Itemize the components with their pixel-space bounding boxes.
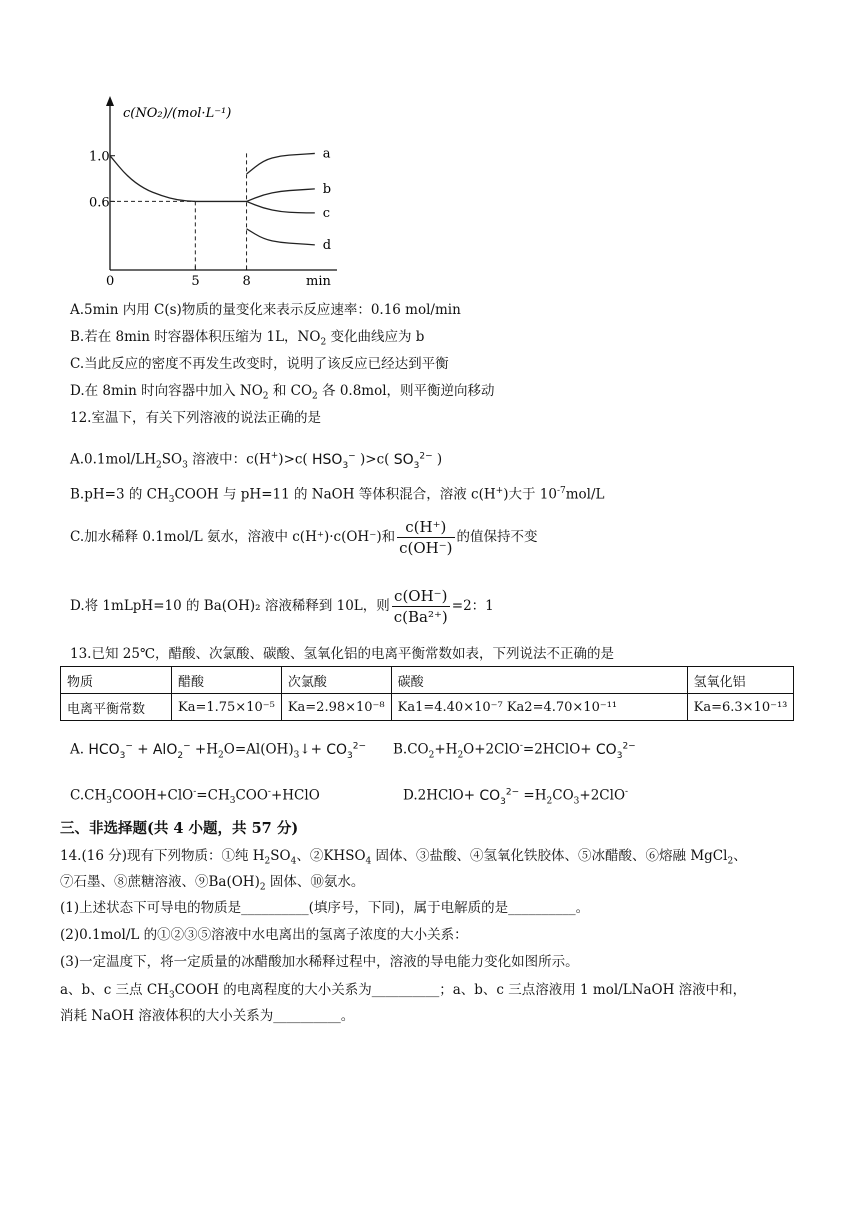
q14-part3-question: a、b、c 三点 $CH_3COOH$ 的电离程度的大小关系为__________；a、b、c 三点溶液用 1 mol/LNaOH 溶液中和， — [60, 982, 747, 1001]
curve-label-a: a — [322, 146, 331, 162]
curve-d — [247, 229, 315, 245]
q12-d-fraction — [392, 586, 450, 627]
q11-option-c: C.当此反应的密度不再发生改变时，说明了该反应已经达到平衡 — [70, 356, 449, 372]
q12-c-text-end: 的值保持不变 — [456, 529, 538, 545]
q11-option-b: B.若在 8min 时容器体积压缩为 1L，$NO_2$ 变化曲线应为 b — [70, 329, 425, 348]
curve-label-b: b — [322, 181, 332, 197]
y-axis-label: c(NO₂)/(mol·L⁻¹) — [123, 106, 232, 121]
q12-option-d — [70, 586, 494, 627]
table-row — [61, 667, 794, 694]
x-tick-label: 5 — [191, 274, 200, 289]
q14-part3: (3)一定温度下，将一定质量的冰醋酸加水稀释过程中，溶液的导电能力变化如图所示。 — [60, 954, 579, 970]
table-cell: Ka=6.3×10⁻¹³ — [687, 694, 794, 721]
q13-option-c: $C.CH_3COOH+ClO^-=CH_3COO^-+HClO$ — [70, 787, 320, 807]
q14-part1: (1)上述状态下可导电的物质是__________(填序号，下同)，属于电解质的是__________。 — [60, 900, 590, 916]
curve-b — [247, 189, 315, 202]
table-header-cell: 次氯酸 — [281, 667, 391, 694]
table-header-cell: 碳酸 — [391, 667, 687, 694]
x-tick-label: 0 — [106, 274, 115, 289]
table-cell: Ka=1.75×10⁻⁵ — [172, 694, 282, 721]
q12-c-fraction — [397, 517, 454, 558]
table-header-cell: 醋酸 — [172, 667, 282, 694]
q12-c-text: C.加水稀释 0.1mol/L 氨水，溶液中 c(H⁺)·c(OH⁻)和 — [70, 529, 396, 545]
q12-option-b: B.pH=3 的 $CH_3COOH$ 与 pH=11 的 NaOH 等体积混合，溶液 c(H+)大于 $10^{-7}mol/L$ — [70, 486, 605, 506]
table-cell: 电离平衡常数 — [61, 694, 172, 721]
q12-option-c — [70, 517, 538, 558]
y-axis-arrow — [106, 96, 114, 106]
table-cell: Ka1=4.40×10⁻⁷ Ka2=4.70×10⁻¹¹ — [391, 694, 687, 721]
q14-stem-line1: 14.(16 分)现有下列物质：①纯 $H_2SO_4$、$②KHSO_4$ 固体、③盐酸、④氢氧化铁胶体、⑤冰醋酸、⑥熔融 MgCl$_2$、 — [60, 848, 747, 867]
q12-d-text-end: =2：1 — [451, 598, 494, 614]
y-tick-label: 0.6 — [89, 195, 110, 211]
table-header-cell: 氢氧化铝 — [687, 667, 794, 694]
q13-stem: 13.已知 25℃，醋酸、次氯酸、碳酸、氢氧化铝的电离平衡常数如表，下列说法不正确的是 — [70, 646, 615, 662]
fraction-numerator: c(OH⁻) — [392, 586, 450, 607]
fraction-denominator: c(OH⁻) — [399, 539, 453, 557]
table-header-cell: 物质 — [61, 667, 172, 694]
curve-label-d: d — [322, 237, 332, 253]
table-cell: Ka=2.98×10⁻⁸ — [281, 694, 391, 721]
q12-d-text: D.将 1mLpH=10 的 Ba(OH)₂ 溶液稀释到 10L，则 — [70, 598, 390, 614]
table-row — [61, 694, 794, 721]
q14-stem-line2: ⑦石墨、⑧蔗糖溶液、$⑨Ba(OH)_2$ 固体、⑩氨水。 — [60, 874, 365, 893]
ionization-constant-table — [60, 666, 794, 721]
fraction-denominator: c(Ba²⁺) — [393, 608, 448, 626]
q12-option-a: $A.0.1mol/LH_2SO_3$ 溶液中：c(H+)>c( $HSO_3^-$ )>c( $SO_3^{2-}$ ) — [70, 451, 443, 471]
curve-c — [247, 201, 315, 212]
fraction-numerator: c(H⁺) — [397, 517, 454, 538]
y-tick-label: 1.0 — [89, 149, 110, 165]
q14-part3-question-end: 消耗 NaOH 溶液体积的大小关系为__________。 — [60, 1008, 355, 1024]
q11-option-d: D.在 8min 时向容器中加入 $NO_2$ 和 $CO_2$ 各 0.8mol，则平衡逆向移动 — [70, 383, 495, 402]
x-axis-label: min — [306, 274, 331, 289]
q13-option-b: $B.CO_2+H_2O+2ClO^-=2HClO+ CO_3^{2-}$ — [393, 741, 636, 761]
q14-part2: (2)0.1mol/L 的①②③⑤溶液中水电离出的氢离子浓度的大小关系： — [60, 927, 468, 943]
q12-stem: 12.室温下，有关下列溶液的说法正确的是 — [70, 410, 321, 426]
concentration-time-graph — [0, 0, 860, 300]
q13-option-d: D.2HClO+ $CO_3^{2-} =H_2CO_3+2ClO^-$ — [403, 787, 629, 807]
section-heading: 三、非选择题(共 4 小题，共 57 分) — [60, 820, 299, 837]
q11-option-a: A.5min 内用 C(s)物质的量变化来表示反应速率：0.16 mol/min — [70, 302, 461, 318]
curve-a — [247, 153, 315, 174]
base-curve-decline — [110, 156, 195, 202]
x-tick-label: 8 — [242, 274, 251, 289]
q13-option-a: A. $HCO_3^- + AlO_2^-$ $+H_2O=Al(OH)_3↓+ CO_3^{2-}$ — [70, 741, 367, 761]
curve-label-c: c — [322, 205, 331, 221]
